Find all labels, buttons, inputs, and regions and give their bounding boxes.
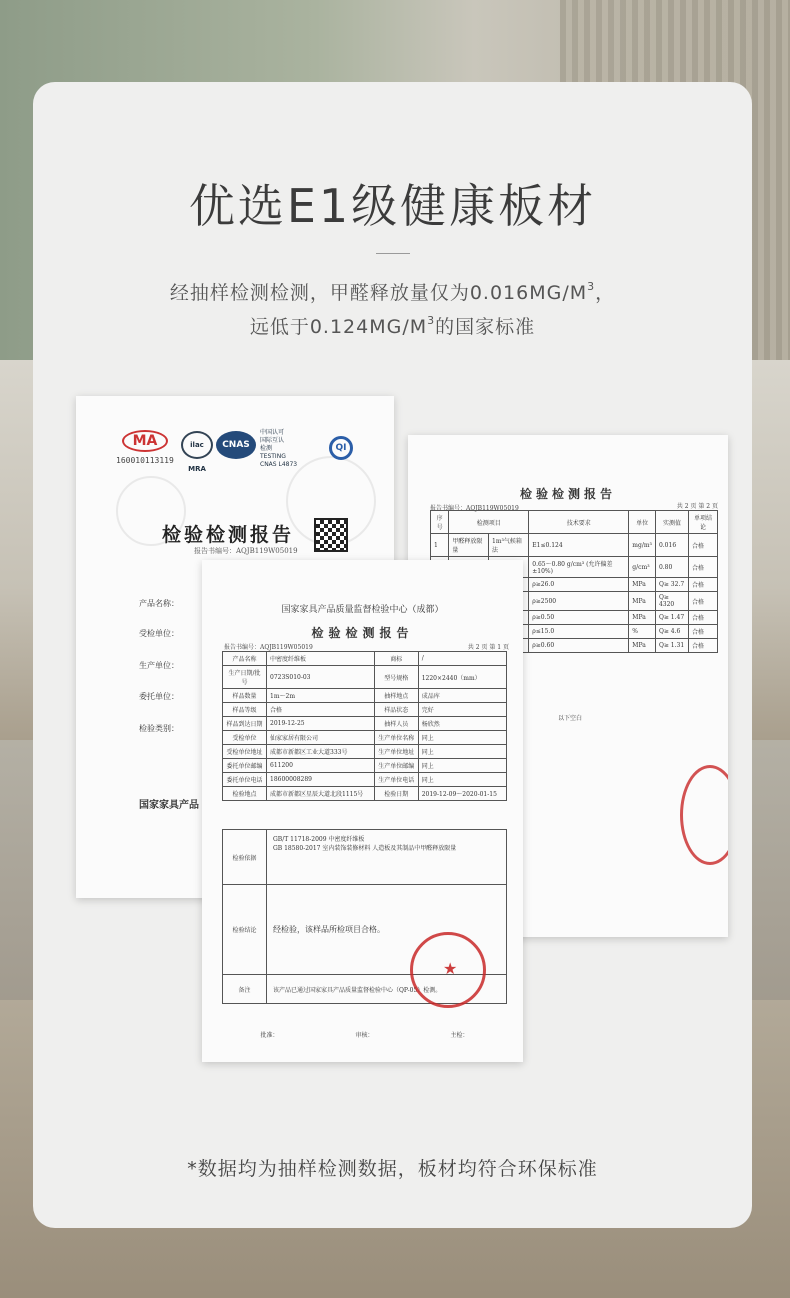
table-row: 受检单位 仙家家居有限公司 生产单位名称 同上 (223, 731, 507, 745)
field-label: 检验类别： (139, 724, 179, 733)
basis-row: 检验依据 GB/T 11718-2009 中密度纤维板 GB 18580-2017 室内装饰装修材料 人造板及其制品中甲醛释放限量 (223, 830, 506, 885)
issuer-name: 国家家具产品 (139, 800, 199, 811)
seal-stamp-icon (410, 932, 486, 1008)
report-number: 报告书编号：AQJB119W05019 (430, 505, 519, 512)
cma-number: 160010113119 (116, 456, 174, 465)
table-row: ρ≥0.60 MPa Q≥ 1.31 合格 (431, 639, 718, 653)
page-indicator: 共 2 页 第 2 页 (676, 503, 718, 510)
field-label: 受检单位： (139, 629, 179, 638)
approver-label: 批准： (260, 1032, 279, 1039)
conclusion-row: 检验结论 经检验，该样品所检项目合格。 (223, 885, 506, 975)
subtitle-line-2: 远低于$0.124MG/M^3$的国家标准 (249, 314, 536, 338)
title-divider (376, 253, 410, 254)
column-header: 单项结论 (688, 511, 717, 534)
column-header: 技术要求 (529, 511, 629, 534)
report-title: 检验检测报告 (162, 524, 295, 546)
table-header-row (431, 511, 718, 534)
column-header: 检测项目 (449, 511, 529, 534)
table-row: 样品数量 1m～2m 抽样地点 成品库 (223, 689, 507, 703)
seal-stamp-icon (680, 765, 728, 865)
sample-info-table (222, 651, 507, 801)
report-title: 检验检测报告 (519, 487, 616, 501)
page-indicator: 共 2 页 第 1 页 (467, 644, 509, 651)
cnas-logo: CNAS (216, 431, 256, 459)
column-header: 序号 (431, 511, 449, 534)
center-name: 国家家具产品质量监督检验中心（成都） (281, 605, 444, 615)
report-first-page (202, 560, 523, 1062)
table-row: 检验地点 成都市新都区星辰大道北段1115号 检验日期 2019-12-09～2020-01-15 (223, 787, 507, 801)
qi-logo: QI (329, 436, 353, 460)
signature-row (222, 1030, 507, 1039)
report-title: 检验检测报告 (311, 626, 414, 640)
remark-row: 备注 该产品已通过国家家具产品质量监督检验中心（QP-05）检测。 (223, 975, 506, 1003)
star-icon: ★ (443, 959, 458, 978)
page-title: 优选E1级健康板材 (188, 179, 597, 233)
blank-below-note: 以下空白 (558, 715, 583, 722)
table-row: ρ≥0.50 MPa Q≥ 1.47 合格 (431, 611, 718, 625)
reviewer-label: 审核： (355, 1032, 374, 1039)
qr-code-icon (314, 518, 348, 552)
report-number: 报告书编号：AQJB119W05019 (194, 547, 298, 555)
table-row: 受检单位地址 成都市新都区工业大道333号 生产单位地址 同上 (223, 745, 507, 759)
field-label: 产品名称： (139, 599, 179, 608)
cnas-caption: 中国认可 国际互认 检测 TESTING CNAS L4873 (260, 429, 298, 468)
column-header: 实测值 (655, 511, 688, 534)
table-row: 样品等级 合格 样品状态 完好 (223, 703, 507, 717)
table-row: ρ≤15.0 % Q≥ 4.6 合格 (431, 625, 718, 639)
inspector-label: 主检： (450, 1032, 469, 1039)
ilac-mra-logo: ilac MRA (181, 431, 213, 459)
field-label: 生产单位： (139, 661, 179, 670)
table-row: 样品到达日期 2019-12-25 抽样人员 杨欣然 (223, 717, 507, 731)
content-card (33, 82, 752, 1228)
table-row: ρ≥2500 MPa Q≥ 4320 合格 (431, 592, 718, 611)
table-row: ρ≥26.0 MPa Q≥ 32.7 合格 (431, 578, 718, 592)
report-number: 报告书编号：AQJB119W05019 (224, 644, 313, 651)
column-header: 单位 (629, 511, 656, 534)
table-row: 0.65～0.80 g/cm³ (允许偏差±10%) g/cm³ 0.80 合格 (431, 557, 718, 578)
table-row: 委托单位电话 18600008289 生产单位电话 同上 (223, 773, 507, 787)
table-row: 委托单位邮编 611200 生产单位邮编 同上 (223, 759, 507, 773)
table-row: 生产日期/批号 0723S010-03 型号规格 1220×2440（mm） (223, 666, 507, 689)
subtitle-line-1: 经抽样检测检测，甲醛释放量仅为$0.016MG/M^3$， (169, 280, 616, 304)
footnote: *数据均为抽样检测数据，板材均符合环保标准 (187, 1158, 598, 1180)
cma-logo: MA (122, 430, 168, 452)
table-row: 1 甲醛释放限量 1m³气候箱法 E1≤0.124 mg/m³ 0.016 合格 (431, 534, 718, 557)
table-row: 产品名称 中密度纤维板 商标 / (223, 652, 507, 666)
field-label: 委托单位： (139, 692, 179, 701)
